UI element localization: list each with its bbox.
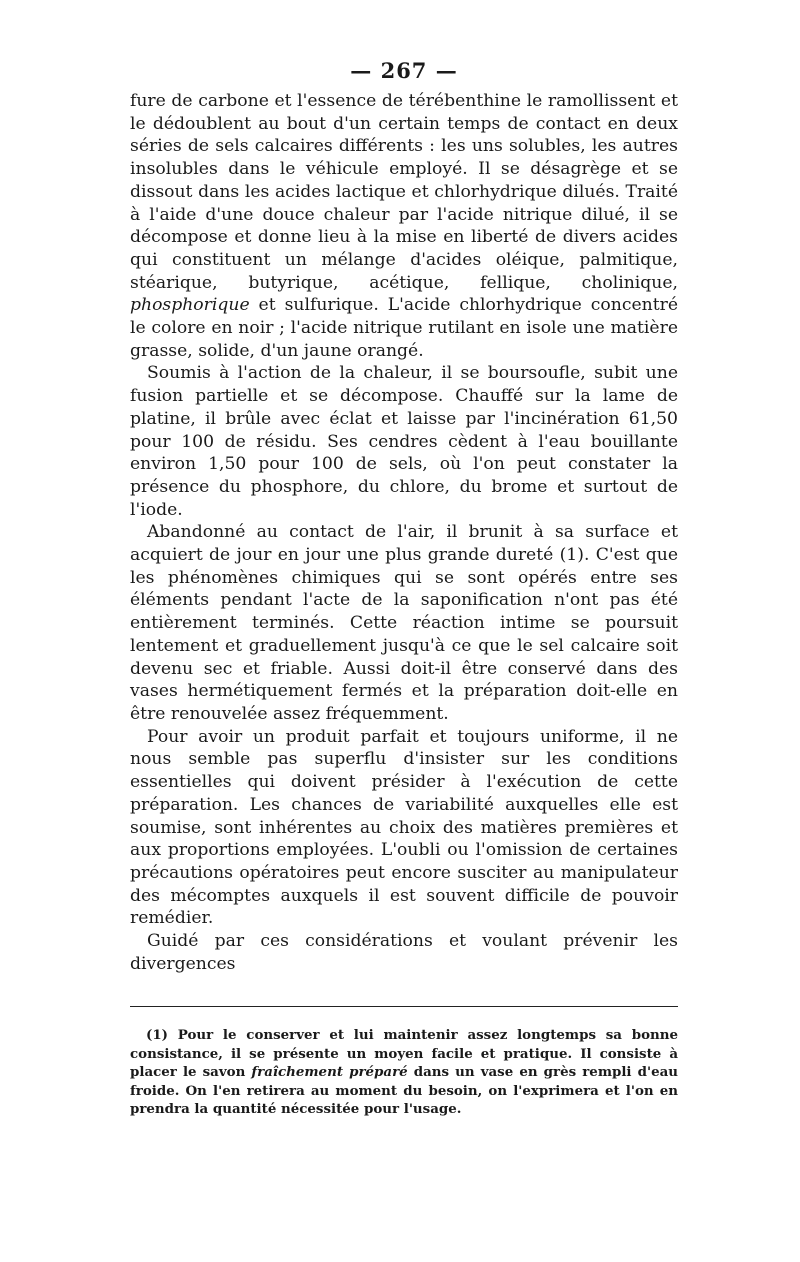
page-number: — 267 —: [350, 58, 458, 83]
text-segment: (1) Pour le conserver et lui maintenir assez longtemps sa bonne consistance, il se présente un moyen facile et pratique. Il consiste à placer le savon: [130, 1027, 678, 1081]
text-segment: Guidé par ces considérations et voulant prévenir les divergences: [130, 931, 678, 974]
horizontal-rule: [130, 1006, 678, 1007]
paragraph-5: [130, 930, 678, 975]
paragraph-4: [130, 726, 678, 930]
text-segment-italic: fraîchement préparé: [251, 1064, 408, 1081]
footnote-separator: [130, 997, 678, 1011]
body-text: [130, 90, 678, 975]
text-segment: Soumis à l'action de la chaleur, il se boursoufle, subit une fusion partielle et se décompose. Chauffé sur la lame de platine, il brûle avec éclat et laisse par l'incinération 61,50 pour 100 de résidu. Ses cendres cèdent à l'eau bouillante environ 1,50 pour 100 de sels, où l'on peut constater la présence du phosphore, du chlore, du brome et surtout de l'iode.: [130, 363, 678, 520]
footnote: [130, 1026, 678, 1118]
text-segment: et sulfurique. L'acide chlorhydrique concentré le colore en noir ; l'acide nitrique rutilant en isole une matière grasse, solide, d'un jaune orangé.: [130, 295, 678, 361]
text-segment-italic: phosphorique: [130, 295, 250, 316]
footnote-text: [130, 1026, 678, 1118]
text-segment: Abandonné au contact de l'air, il brunit à sa surface et acquiert de jour en jour une plus grande dureté (1). C'est que les phénomènes chimiques qui se sont opérés entre ses éléments pendant l'acte de la saponification n'ont pas été entièrement terminés. Cette réaction intime se poursuit lentement et graduellement jusqu'à ce que le sel calcaire soit devenu sec et friable. Aussi doit-il être conservé dans des vases hermétiquement fermés et la préparation doit-elle en être renouvelée assez fréquemment.: [130, 522, 678, 724]
text-segment: dans un vase en grès rempli d'eau froide. On l'en retirera au moment du besoin, on l'exprimera et l'on en prendra la quantité nécessitée pour l'usage.: [130, 1064, 679, 1118]
text-segment: fure de carbone et l'essence de térébenthine le ramollissent et le dédoublent au bout d'un certain temps de contact en deux séries de sels calcaires différents : les uns solubles, les autres insolubles dans le véhicule employé. Il se désagrège et se dissout dans les acides lactique et chlorhydrique dilués. Traité à l'aide d'une douce chaleur par l'acide nitrique dilué, il se décompose et donne lieu à la mise en liberté de divers acides qui constituent un mélange d'acides oléique, palmitique, stéarique, butyrique, acétique, fellique, cholinique,: [130, 91, 678, 293]
book-page: [130, 58, 678, 1118]
text-segment: Pour avoir un produit parfait et toujours uniforme, il ne nous semble pas superflu d'insister sur les conditions essentielles qui doivent présider à l'exécution de cette préparation. Les chances de variabilité auxquelles elle est soumise, sont inhérentes au choix des matières premières et aux proportions employées. L'oubli ou l'omission de certaines précautions opératoires peut encore susciter au manipulateur des mécomptes auxquels il est souvent difficile de pouvoir remédier.: [130, 726, 678, 929]
paragraph-1: [130, 90, 678, 362]
paragraph-3: [130, 521, 678, 725]
paragraph-2: [130, 362, 678, 521]
